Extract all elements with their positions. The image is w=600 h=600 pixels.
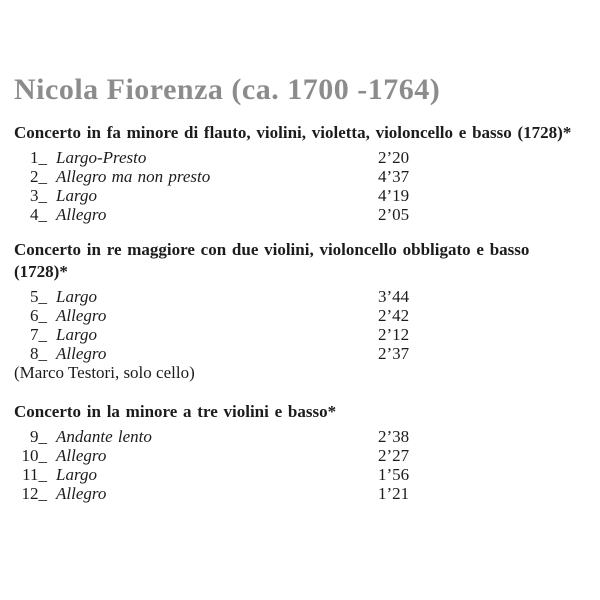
- track-number: 9_: [30, 427, 47, 446]
- track-row: [14, 427, 428, 446]
- track-title: Allegro: [56, 344, 107, 363]
- performer-note: (Marco Testori, solo cello): [14, 363, 195, 382]
- track-duration: 1’56: [378, 465, 410, 484]
- track-row: [14, 186, 428, 205]
- track-row: [14, 325, 428, 344]
- track-row: [14, 148, 428, 167]
- track-title: Largo: [56, 287, 97, 306]
- track-number: 7_: [30, 325, 47, 344]
- track-number: 1_: [30, 148, 47, 167]
- track-row: [14, 446, 428, 465]
- track-row: [14, 306, 428, 325]
- track-row: [14, 287, 428, 306]
- concerto-header: Concerto in re maggiore con due violini, violoncello obbligato e basso (1728)*: [14, 240, 530, 281]
- track-row: [14, 484, 428, 503]
- track-title: Largo-Presto: [56, 148, 147, 167]
- track-row: [14, 344, 428, 363]
- track-number: 2_: [30, 167, 47, 186]
- track-number: 5_: [30, 287, 47, 306]
- track-duration: 3’44: [378, 287, 410, 306]
- track-number: 10_: [21, 446, 47, 465]
- track-title: Allegro: [56, 484, 107, 503]
- concerto-section-1: [14, 122, 580, 224]
- track-duration: 2’27: [378, 446, 410, 465]
- concerto-section-2: [14, 239, 580, 382]
- track-row: [14, 205, 428, 224]
- composer-heading: Nicola Fiorenza (ca. 1700 -1764): [14, 73, 441, 106]
- track-title: Largo: [56, 186, 97, 205]
- concerto-header: Concerto in la minore a tre violini e basso*: [14, 402, 337, 421]
- track-title: Largo: [56, 325, 97, 344]
- track-number: 11_: [22, 465, 47, 484]
- track-duration: 2’38: [378, 427, 410, 446]
- track-title: Allegro: [56, 205, 107, 224]
- track-duration: 4’37: [378, 167, 410, 186]
- track-title: Allegro: [56, 446, 107, 465]
- track-title: Andante lento: [56, 427, 152, 446]
- track-duration: 2’12: [378, 325, 410, 344]
- track-duration: 4’19: [378, 186, 410, 205]
- track-duration: 1’21: [378, 484, 410, 503]
- track-title: Allegro: [56, 306, 107, 325]
- concerto-section-3: [14, 401, 580, 503]
- track-row: [14, 167, 428, 186]
- track-number: 8_: [30, 344, 47, 363]
- track-number: 12_: [21, 484, 47, 503]
- track-duration: 2’20: [378, 148, 410, 167]
- concerto-header: Concerto in fa minore di flauto, violini, violetta, violoncello e basso (1728)*: [14, 123, 572, 142]
- track-title: Largo: [56, 465, 97, 484]
- track-row: [14, 465, 428, 484]
- track-number: 3_: [30, 186, 47, 205]
- track-title: Allegro ma non presto: [56, 167, 211, 186]
- track-number: 4_: [30, 205, 47, 224]
- track-number: 6_: [30, 306, 47, 325]
- track-duration: 2’37: [378, 344, 410, 363]
- track-duration: 2’05: [378, 205, 410, 224]
- track-duration: 2’42: [378, 306, 410, 325]
